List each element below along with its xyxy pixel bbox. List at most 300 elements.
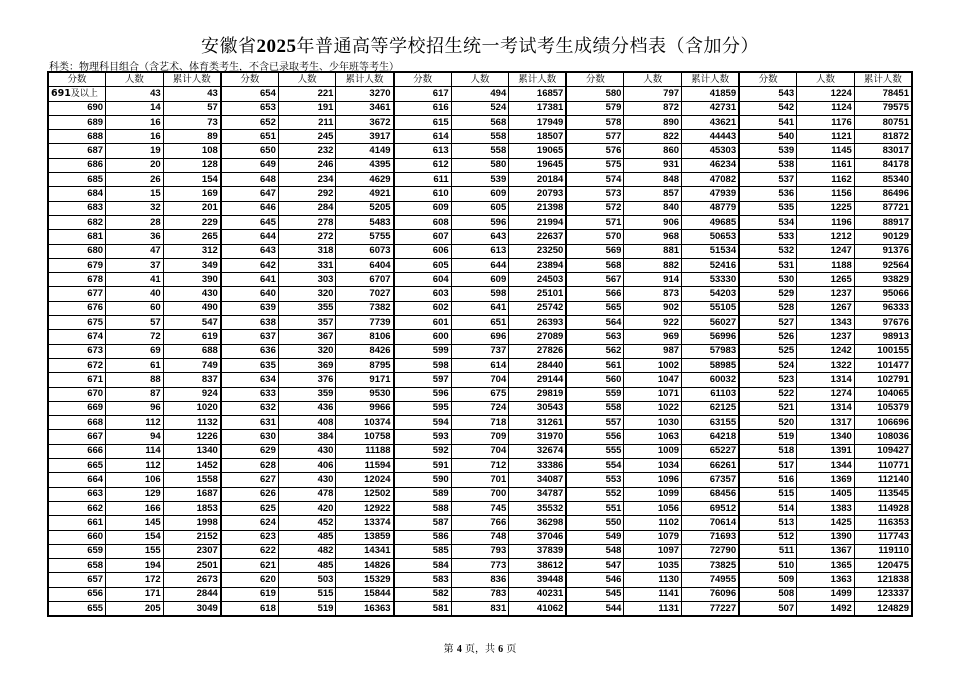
table-row bbox=[48, 301, 912, 315]
cumulative-cell: 42731 bbox=[682, 101, 740, 115]
column-header: 累计人数 bbox=[682, 72, 740, 87]
cumulative-cell: 1558 bbox=[163, 473, 221, 487]
count-cell: 1079 bbox=[624, 530, 682, 544]
count-cell: 1317 bbox=[797, 416, 855, 430]
count-cell: 96 bbox=[106, 401, 164, 415]
cumulative-cell: 88917 bbox=[854, 215, 912, 229]
cumulative-cell: 6707 bbox=[336, 273, 394, 287]
score-cell: 655 bbox=[48, 601, 106, 616]
cumulative-cell: 108036 bbox=[854, 430, 912, 444]
score-cell: 539 bbox=[739, 144, 797, 158]
score-cell: 547 bbox=[566, 559, 624, 573]
count-cell: 331 bbox=[278, 258, 336, 272]
count-cell: 284 bbox=[278, 201, 336, 215]
cumulative-cell: 26393 bbox=[509, 316, 567, 330]
score-cell: 523 bbox=[739, 373, 797, 387]
count-cell: 355 bbox=[278, 301, 336, 315]
score-cell: 635 bbox=[221, 358, 279, 372]
cumulative-cell: 9966 bbox=[336, 401, 394, 415]
cumulative-cell: 688 bbox=[163, 344, 221, 358]
cumulative-cell: 11188 bbox=[336, 444, 394, 458]
score-cell: 653 bbox=[221, 101, 279, 115]
cumulative-cell: 14826 bbox=[336, 559, 394, 573]
cumulative-cell: 57983 bbox=[682, 344, 740, 358]
cumulative-cell: 9171 bbox=[336, 373, 394, 387]
cumulative-cell: 40231 bbox=[509, 587, 567, 601]
cumulative-cell: 79575 bbox=[854, 101, 912, 115]
cumulative-cell: 58985 bbox=[682, 358, 740, 372]
score-cell: 518 bbox=[739, 444, 797, 458]
cumulative-cell: 65227 bbox=[682, 444, 740, 458]
cumulative-cell: 86496 bbox=[854, 187, 912, 201]
count-cell: 278 bbox=[278, 215, 336, 229]
cumulative-cell: 74955 bbox=[682, 573, 740, 587]
count-cell: 1314 bbox=[797, 401, 855, 415]
score-cell: 568 bbox=[566, 258, 624, 272]
cumulative-cell: 39448 bbox=[509, 573, 567, 587]
score-cell: 508 bbox=[739, 587, 797, 601]
cumulative-cell: 123337 bbox=[854, 587, 912, 601]
table-row bbox=[48, 130, 912, 144]
score-cell: 569 bbox=[566, 244, 624, 258]
column-header: 累计人数 bbox=[854, 72, 912, 87]
table-row bbox=[48, 487, 912, 501]
score-cell: 511 bbox=[739, 544, 797, 558]
count-cell: 1145 bbox=[797, 144, 855, 158]
score-cell: 597 bbox=[394, 373, 452, 387]
score-cell: 524 bbox=[739, 358, 797, 372]
score-cell: 554 bbox=[566, 459, 624, 473]
column-header: 累计人数 bbox=[509, 72, 567, 87]
cumulative-cell: 66261 bbox=[682, 459, 740, 473]
count-cell: 558 bbox=[451, 130, 509, 144]
count-cell: 1121 bbox=[797, 130, 855, 144]
cumulative-cell: 3672 bbox=[336, 115, 394, 129]
table-row bbox=[48, 101, 912, 115]
cumulative-cell: 5755 bbox=[336, 230, 394, 244]
cumulative-cell: 54203 bbox=[682, 287, 740, 301]
score-cell: 651 bbox=[221, 130, 279, 144]
score-cell: 599 bbox=[394, 344, 452, 358]
score-cell: 560 bbox=[566, 373, 624, 387]
count-cell: 36 bbox=[106, 230, 164, 244]
score-cell: 578 bbox=[566, 115, 624, 129]
table-row bbox=[48, 330, 912, 344]
score-cell: 567 bbox=[566, 273, 624, 287]
count-cell: 112 bbox=[106, 459, 164, 473]
count-cell: 246 bbox=[278, 158, 336, 172]
cumulative-cell: 3917 bbox=[336, 130, 394, 144]
cumulative-cell: 1452 bbox=[163, 459, 221, 473]
score-cell: 632 bbox=[221, 401, 279, 415]
cumulative-cell: 2844 bbox=[163, 587, 221, 601]
count-cell: 1156 bbox=[797, 187, 855, 201]
count-cell: 14 bbox=[106, 101, 164, 115]
count-cell: 1405 bbox=[797, 487, 855, 501]
cumulative-cell: 41859 bbox=[682, 87, 740, 101]
count-cell: 783 bbox=[451, 587, 509, 601]
score-cell: 617 bbox=[394, 87, 452, 101]
count-cell: 906 bbox=[624, 215, 682, 229]
count-cell: 1022 bbox=[624, 401, 682, 415]
cumulative-cell: 124829 bbox=[854, 601, 912, 616]
column-header: 人数 bbox=[797, 72, 855, 87]
count-cell: 221 bbox=[278, 87, 336, 101]
cumulative-cell: 91376 bbox=[854, 244, 912, 258]
column-header: 累计人数 bbox=[336, 72, 394, 87]
count-cell: 1196 bbox=[797, 215, 855, 229]
score-cell: 646 bbox=[221, 201, 279, 215]
score-cell: 577 bbox=[566, 130, 624, 144]
count-cell: 1343 bbox=[797, 316, 855, 330]
cumulative-cell: 12502 bbox=[336, 487, 394, 501]
score-cell: 650 bbox=[221, 144, 279, 158]
count-cell: 28 bbox=[106, 215, 164, 229]
count-cell: 60 bbox=[106, 301, 164, 315]
score-cell: 541 bbox=[739, 115, 797, 129]
score-cell: 512 bbox=[739, 530, 797, 544]
count-cell: 613 bbox=[451, 244, 509, 258]
score-cell: 601 bbox=[394, 316, 452, 330]
cumulative-cell: 43621 bbox=[682, 115, 740, 129]
table-row bbox=[48, 287, 912, 301]
count-cell: 1009 bbox=[624, 444, 682, 458]
table-row bbox=[48, 501, 912, 515]
cumulative-cell: 1340 bbox=[163, 444, 221, 458]
score-cell: 561 bbox=[566, 358, 624, 372]
score-cell: 665 bbox=[48, 459, 106, 473]
score-cell: 557 bbox=[566, 416, 624, 430]
score-cell: 649 bbox=[221, 158, 279, 172]
cumulative-cell: 169 bbox=[163, 187, 221, 201]
score-cell: 684 bbox=[48, 187, 106, 201]
count-cell: 47 bbox=[106, 244, 164, 258]
score-cell: 643 bbox=[221, 244, 279, 258]
cumulative-cell: 45303 bbox=[682, 144, 740, 158]
score-cell: 624 bbox=[221, 516, 279, 530]
cumulative-cell: 85340 bbox=[854, 173, 912, 187]
score-cell: 532 bbox=[739, 244, 797, 258]
count-cell: 406 bbox=[278, 459, 336, 473]
score-cell: 654 bbox=[221, 87, 279, 101]
score-cell: 634 bbox=[221, 373, 279, 387]
score-cell: 620 bbox=[221, 573, 279, 587]
count-cell: 1242 bbox=[797, 344, 855, 358]
cumulative-cell: 33386 bbox=[509, 459, 567, 473]
score-cell: 669 bbox=[48, 401, 106, 415]
count-cell: 675 bbox=[451, 387, 509, 401]
score-cell: 647 bbox=[221, 187, 279, 201]
table-row bbox=[48, 416, 912, 430]
count-cell: 26 bbox=[106, 173, 164, 187]
score-cell: 548 bbox=[566, 544, 624, 558]
table-row bbox=[48, 87, 912, 101]
score-cell: 614 bbox=[394, 130, 452, 144]
score-cell: 528 bbox=[739, 301, 797, 315]
score-cell: 691及以上 bbox=[48, 87, 106, 101]
count-cell: 1141 bbox=[624, 587, 682, 601]
count-cell: 643 bbox=[451, 230, 509, 244]
score-cell: 580 bbox=[566, 87, 624, 101]
table-row bbox=[48, 601, 912, 616]
cumulative-cell: 64218 bbox=[682, 430, 740, 444]
score-cell: 641 bbox=[221, 273, 279, 287]
score-cell: 611 bbox=[394, 173, 452, 187]
count-cell: 914 bbox=[624, 273, 682, 287]
cumulative-cell: 60032 bbox=[682, 373, 740, 387]
count-cell: 857 bbox=[624, 187, 682, 201]
count-cell: 40 bbox=[106, 287, 164, 301]
cumulative-cell: 84178 bbox=[854, 158, 912, 172]
column-header: 人数 bbox=[624, 72, 682, 87]
count-cell: 211 bbox=[278, 115, 336, 129]
count-cell: 1383 bbox=[797, 501, 855, 515]
table-row bbox=[48, 373, 912, 387]
count-cell: 1002 bbox=[624, 358, 682, 372]
count-cell: 1047 bbox=[624, 373, 682, 387]
table-row bbox=[48, 530, 912, 544]
count-cell: 773 bbox=[451, 559, 509, 573]
score-cell: 558 bbox=[566, 401, 624, 415]
count-cell: 503 bbox=[278, 573, 336, 587]
cumulative-cell: 2307 bbox=[163, 544, 221, 558]
cumulative-cell: 19645 bbox=[509, 158, 567, 172]
score-cell: 533 bbox=[739, 230, 797, 244]
cumulative-cell: 23250 bbox=[509, 244, 567, 258]
count-cell: 1096 bbox=[624, 473, 682, 487]
cumulative-cell: 1687 bbox=[163, 487, 221, 501]
cumulative-cell: 13374 bbox=[336, 516, 394, 530]
count-cell: 384 bbox=[278, 430, 336, 444]
cumulative-cell: 2673 bbox=[163, 573, 221, 587]
count-cell: 420 bbox=[278, 501, 336, 515]
score-cell: 630 bbox=[221, 430, 279, 444]
cumulative-cell: 15844 bbox=[336, 587, 394, 601]
score-cell: 682 bbox=[48, 215, 106, 229]
cumulative-cell: 73 bbox=[163, 115, 221, 129]
score-cell: 509 bbox=[739, 573, 797, 587]
count-cell: 1188 bbox=[797, 258, 855, 272]
cumulative-cell: 17949 bbox=[509, 115, 567, 129]
cumulative-cell: 29819 bbox=[509, 387, 567, 401]
score-cell: 552 bbox=[566, 487, 624, 501]
count-cell: 129 bbox=[106, 487, 164, 501]
count-cell: 1237 bbox=[797, 330, 855, 344]
score-cell: 681 bbox=[48, 230, 106, 244]
score-cell: 638 bbox=[221, 316, 279, 330]
cumulative-cell: 50653 bbox=[682, 230, 740, 244]
score-cell: 631 bbox=[221, 416, 279, 430]
score-cell: 562 bbox=[566, 344, 624, 358]
cumulative-cell: 31970 bbox=[509, 430, 567, 444]
count-cell: 968 bbox=[624, 230, 682, 244]
score-cell: 515 bbox=[739, 487, 797, 501]
count-cell: 15 bbox=[106, 187, 164, 201]
score-cell: 628 bbox=[221, 459, 279, 473]
cumulative-cell: 4395 bbox=[336, 158, 394, 172]
score-cell: 660 bbox=[48, 530, 106, 544]
score-cell: 666 bbox=[48, 444, 106, 458]
count-cell: 430 bbox=[278, 444, 336, 458]
table-row bbox=[48, 158, 912, 172]
cumulative-cell: 72790 bbox=[682, 544, 740, 558]
cumulative-cell: 547 bbox=[163, 316, 221, 330]
cumulative-cell: 1020 bbox=[163, 401, 221, 415]
count-cell: 700 bbox=[451, 487, 509, 501]
count-cell: 320 bbox=[278, 287, 336, 301]
score-cell: 674 bbox=[48, 330, 106, 344]
count-cell: 1322 bbox=[797, 358, 855, 372]
count-cell: 1225 bbox=[797, 201, 855, 215]
cumulative-cell: 55105 bbox=[682, 301, 740, 315]
table-row bbox=[48, 230, 912, 244]
score-cell: 662 bbox=[48, 501, 106, 515]
table-row bbox=[48, 244, 912, 258]
score-cell: 622 bbox=[221, 544, 279, 558]
cumulative-cell: 95066 bbox=[854, 287, 912, 301]
count-cell: 357 bbox=[278, 316, 336, 330]
score-cell: 603 bbox=[394, 287, 452, 301]
column-header: 分数 bbox=[221, 72, 279, 87]
count-cell: 748 bbox=[451, 530, 509, 544]
count-cell: 836 bbox=[451, 573, 509, 587]
score-cell: 549 bbox=[566, 530, 624, 544]
cumulative-cell: 5483 bbox=[336, 215, 394, 229]
count-cell: 568 bbox=[451, 115, 509, 129]
count-cell: 987 bbox=[624, 344, 682, 358]
cumulative-cell: 6073 bbox=[336, 244, 394, 258]
cumulative-cell: 7027 bbox=[336, 287, 394, 301]
cumulative-cell: 3270 bbox=[336, 87, 394, 101]
cumulative-cell: 105379 bbox=[854, 401, 912, 415]
score-cell: 685 bbox=[48, 173, 106, 187]
score-cell: 551 bbox=[566, 501, 624, 515]
count-cell: 485 bbox=[278, 530, 336, 544]
score-cell: 550 bbox=[566, 516, 624, 530]
cumulative-cell: 63155 bbox=[682, 416, 740, 430]
cumulative-cell: 8426 bbox=[336, 344, 394, 358]
score-cell: 640 bbox=[221, 287, 279, 301]
count-cell: 1265 bbox=[797, 273, 855, 287]
score-cell: 571 bbox=[566, 215, 624, 229]
cumulative-cell: 16363 bbox=[336, 601, 394, 616]
cumulative-cell: 47939 bbox=[682, 187, 740, 201]
count-cell: 831 bbox=[451, 601, 509, 616]
count-cell: 16 bbox=[106, 115, 164, 129]
score-cell: 575 bbox=[566, 158, 624, 172]
count-cell: 430 bbox=[278, 473, 336, 487]
cumulative-cell: 2501 bbox=[163, 559, 221, 573]
score-cell: 686 bbox=[48, 158, 106, 172]
cumulative-cell: 7739 bbox=[336, 316, 394, 330]
count-cell: 1314 bbox=[797, 373, 855, 387]
score-cell: 564 bbox=[566, 316, 624, 330]
score-cell: 668 bbox=[48, 416, 106, 430]
count-cell: 1162 bbox=[797, 173, 855, 187]
table-row bbox=[48, 559, 912, 573]
cumulative-cell: 90129 bbox=[854, 230, 912, 244]
table-row bbox=[48, 316, 912, 330]
count-cell: 1124 bbox=[797, 101, 855, 115]
cumulative-cell: 12922 bbox=[336, 501, 394, 515]
count-cell: 1063 bbox=[624, 430, 682, 444]
score-cell: 546 bbox=[566, 573, 624, 587]
score-cell: 594 bbox=[394, 416, 452, 430]
cumulative-cell: 100155 bbox=[854, 344, 912, 358]
cumulative-cell: 61103 bbox=[682, 387, 740, 401]
score-cell: 588 bbox=[394, 501, 452, 515]
cumulative-cell: 110771 bbox=[854, 459, 912, 473]
count-cell: 376 bbox=[278, 373, 336, 387]
count-cell: 704 bbox=[451, 444, 509, 458]
column-header: 分数 bbox=[566, 72, 624, 87]
cumulative-cell: 93829 bbox=[854, 273, 912, 287]
score-cell: 591 bbox=[394, 459, 452, 473]
count-cell: 614 bbox=[451, 358, 509, 372]
cumulative-cell: 312 bbox=[163, 244, 221, 258]
score-cell: 590 bbox=[394, 473, 452, 487]
count-cell: 1247 bbox=[797, 244, 855, 258]
cumulative-cell: 62125 bbox=[682, 401, 740, 415]
count-cell: 452 bbox=[278, 516, 336, 530]
cumulative-cell: 104065 bbox=[854, 387, 912, 401]
count-cell: 1035 bbox=[624, 559, 682, 573]
cumulative-cell: 749 bbox=[163, 358, 221, 372]
score-cell: 680 bbox=[48, 244, 106, 258]
score-cell: 664 bbox=[48, 473, 106, 487]
score-distribution-table bbox=[47, 71, 913, 617]
score-cell: 510 bbox=[739, 559, 797, 573]
cumulative-cell: 201 bbox=[163, 201, 221, 215]
count-cell: 1034 bbox=[624, 459, 682, 473]
cumulative-cell: 69512 bbox=[682, 501, 740, 515]
cumulative-cell: 6404 bbox=[336, 258, 394, 272]
score-cell: 582 bbox=[394, 587, 452, 601]
score-cell: 514 bbox=[739, 501, 797, 515]
cumulative-cell: 96333 bbox=[854, 301, 912, 315]
count-cell: 171 bbox=[106, 587, 164, 601]
score-cell: 604 bbox=[394, 273, 452, 287]
cumulative-cell: 25101 bbox=[509, 287, 567, 301]
count-cell: 1237 bbox=[797, 287, 855, 301]
cumulative-cell: 5205 bbox=[336, 201, 394, 215]
count-cell: 840 bbox=[624, 201, 682, 215]
count-cell: 1097 bbox=[624, 544, 682, 558]
cumulative-cell: 116353 bbox=[854, 516, 912, 530]
count-cell: 1224 bbox=[797, 87, 855, 101]
cumulative-cell: 22637 bbox=[509, 230, 567, 244]
table-row bbox=[48, 215, 912, 229]
cumulative-cell: 14341 bbox=[336, 544, 394, 558]
score-cell: 683 bbox=[48, 201, 106, 215]
cumulative-cell: 35532 bbox=[509, 501, 567, 515]
score-cell: 690 bbox=[48, 101, 106, 115]
count-cell: 872 bbox=[624, 101, 682, 115]
cumulative-cell: 20184 bbox=[509, 173, 567, 187]
score-cell: 516 bbox=[739, 473, 797, 487]
score-cell: 672 bbox=[48, 358, 106, 372]
table-row bbox=[48, 115, 912, 129]
score-cell: 644 bbox=[221, 230, 279, 244]
cumulative-cell: 121838 bbox=[854, 573, 912, 587]
score-cell: 627 bbox=[221, 473, 279, 487]
count-cell: 651 bbox=[451, 316, 509, 330]
score-cell: 606 bbox=[394, 244, 452, 258]
column-header: 分数 bbox=[394, 72, 452, 87]
cumulative-cell: 106696 bbox=[854, 416, 912, 430]
cumulative-cell: 114928 bbox=[854, 501, 912, 515]
cumulative-cell: 9530 bbox=[336, 387, 394, 401]
